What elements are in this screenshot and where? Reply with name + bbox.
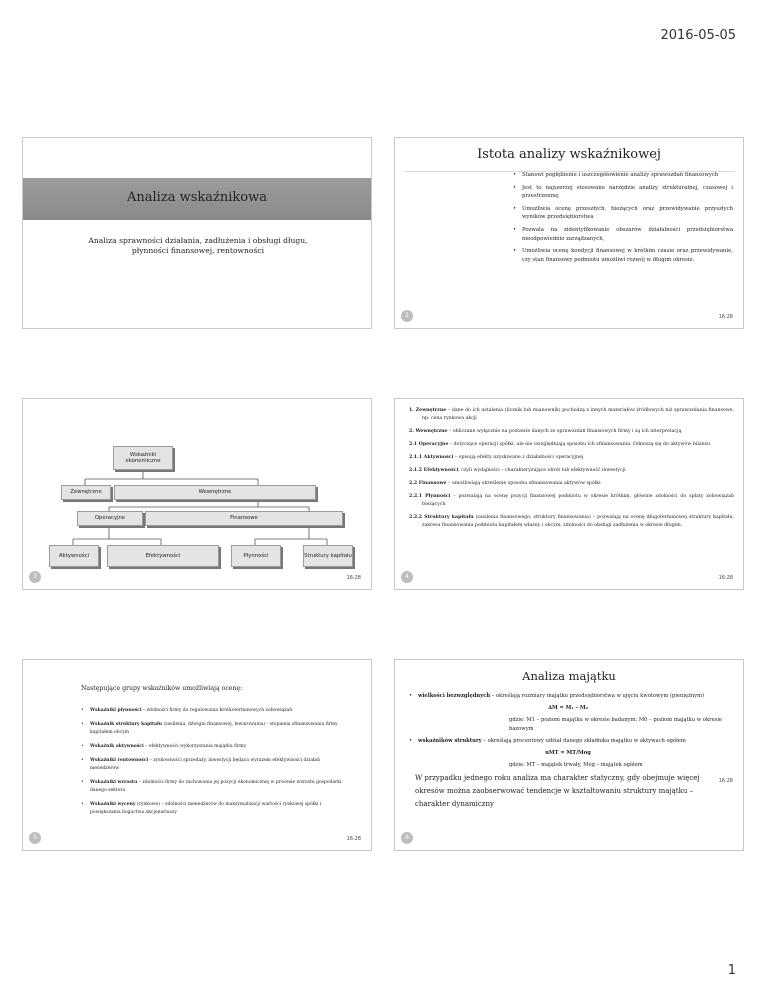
node-operacyjne: Operacyjne bbox=[77, 511, 143, 526]
node-efektywnosci: Efektywności bbox=[107, 545, 219, 567]
slide-body bbox=[409, 692, 727, 811]
bullet-item: • wielkości bezwzględnych – określają rozmiary majątku przedsiębiorstwa w ujęciu kwotowym (pieniężnym) bbox=[409, 692, 727, 701]
bullet-item: • wskaźników struktury – określają procentowy udział danego składnika majątku w aktywach ogółem bbox=[409, 737, 727, 746]
page-number: 1 bbox=[727, 963, 736, 978]
formula-legend: gdzie: MT – majątek trwały, Mog – majątek ogółem bbox=[509, 762, 643, 768]
formula-legend: gdzie: M1 – poziom majątku w okresie badanym; M0 – poziom majątku w okresie bazowym bbox=[509, 717, 723, 732]
slide-number: 3 bbox=[29, 571, 41, 583]
slide-time: 16:28 bbox=[346, 575, 361, 581]
bullet-item: • Stanowi pogłębienie i uszczegółowienie analizy sprawozdań finansowych bbox=[513, 171, 733, 180]
bullet-item: • Wskaźniki rentowności – zyskowności sprzedaży, inwestycji będąca wyrazem efektywności działań menedżerów bbox=[81, 757, 347, 773]
definition-item: 2. Wewnętrzne – obliczane wyłącznie na postawie danych ze sprawozdań finansowych firmy i są ich interpretacją bbox=[409, 429, 682, 434]
bullet-list bbox=[409, 692, 727, 701]
node-struktury: Struktury kapitału bbox=[303, 545, 353, 567]
definition-item: 1. Zewnętrzne – dane do ich ustalenia (licznik lub mianownik) pochodzą z innych materiałów źródłowych niż sprawozdania finansowe, np. cena rynkowa akcji bbox=[409, 408, 734, 421]
formula: uMT = MT/Mog bbox=[545, 750, 591, 756]
slide-time: 16:28 bbox=[346, 836, 361, 842]
slide-time: 16:28 bbox=[718, 314, 733, 320]
node-root: Wskaźniki ekonomiczne bbox=[113, 446, 173, 470]
slide-6 bbox=[394, 659, 744, 851]
slide-number: 2 bbox=[401, 310, 413, 322]
bullet-item: • Wskaźnik struktury kapitału (zasilenia, dźwigni finansowej, lewarowania) - stopienia sfinansowania firmy kapitałem obcym bbox=[81, 721, 347, 737]
slide-intro: Następujące grupy wskaźników umożliwiają ocenę: bbox=[81, 685, 243, 692]
bullet-list bbox=[409, 737, 727, 746]
node-zewnetrzne: Zewnętrzne bbox=[61, 485, 111, 500]
bullet-item: • Wskaźniki wyceny (rynkowe) – zdolności menedżerów do maksymalizacji wartości rynkowej spółki i powiększania bogactwa akcjonariuszy bbox=[81, 801, 347, 817]
node-wewnetrzne: Wewnętrzne bbox=[114, 485, 316, 500]
bullet-item: • Pozwala na zidentyfikowanie obszarów działalności przedsiębiorstwa nieodpowiednio zarządzanych, bbox=[513, 226, 733, 243]
slide-title: Analiza majątku bbox=[522, 669, 616, 683]
bullet-item: • Umożliwia ocenę przeszłych, bieżących oraz przewidywanie przyszłych wyników przedsiębiorstwa bbox=[513, 205, 733, 222]
slide-1 bbox=[22, 137, 372, 329]
node-aktywnosci: Aktywności bbox=[49, 545, 99, 567]
header-date: 2016-05-05 bbox=[660, 28, 736, 43]
slide-5 bbox=[22, 659, 372, 851]
slide-title: Istota analizy wskaźnikowej bbox=[477, 147, 661, 162]
slide-title: Analiza wskaźnikowa bbox=[127, 190, 267, 205]
bullet-item: • Wskaźnik aktywności – efektywności wykorzystania majątku firmy bbox=[81, 743, 347, 751]
formula: ∆M = M₁ – M₀ bbox=[548, 705, 588, 711]
node-finansowe: Finansowe bbox=[145, 511, 343, 526]
definition-item: 2.1 Operacyjne – dotyczące operacji spółki, ale nie uwzględniają sposobu ich sfinansowania. Odnoszą się do aktywów bilansu bbox=[409, 442, 711, 447]
slide-3 bbox=[22, 398, 372, 590]
conclusion-text: W przypadku jednego roku analiza ma charakter statyczny, gdy obejmuje więcej okresów można zaobserwować tendencje w kształtowaniu struktury majątku – charakter dynamiczny bbox=[415, 774, 700, 808]
slide-number: 6 bbox=[401, 832, 413, 844]
slide-time: 16:28 bbox=[718, 575, 733, 581]
definition-item: 2.1.1 Aktywności – opisują efekty uzyskiwane z działalności operacyjnej bbox=[409, 455, 584, 460]
bullet-item: • Umożliwia ocenę kondycji finansowej w krótkim czasie oraz przewidywanie, czy stan finansowy podmiotu umożliwi rozwój w długim okresie. bbox=[513, 247, 733, 264]
bullet-item: • Wskaźniki wzrostu – zdolności firmy do zachowania jej pozycji ekonomicznej w procesie wzrostu gospodarki danego sektora bbox=[81, 779, 347, 795]
definition-item: 2.1.2 Efektywności, czyli wydajności – charakteryzujące obrót lub efektywność inwestycji bbox=[409, 468, 626, 473]
bullet-item: • Wskaźniki płynności – zdolności firmy do regulowania krótkoterminowych zobowiązań bbox=[81, 707, 347, 715]
bullet-list bbox=[513, 171, 733, 268]
bullet-list bbox=[81, 707, 347, 823]
definition-item: 2.2.1 Płynności – pozwalają na ocenę pozycji finansowej podmiotu w okresie krótkim, głównie zdolności do spłaty zobowiązań bieżących bbox=[409, 494, 734, 507]
slide-number: 5 bbox=[29, 832, 41, 844]
definition-item: 2.2 Finansowe – umożliwiają określenie sposobu sfinansowania aktywów spółki bbox=[409, 481, 601, 486]
bullet-item: • Jest to najszerzej stosowane narzędzie analizy strukturalnej, czasowej i przestrzennej bbox=[513, 184, 733, 201]
slide-4 bbox=[394, 398, 744, 590]
slide-subtitle: Analiza sprawności działania, zadłużenia i obsługi długu, płynności finansowej, rentowności bbox=[88, 236, 308, 255]
node-plynnosci: Płynności bbox=[231, 545, 281, 567]
definition-item: 2.2.2 Struktury kapitału (zasilenia finansowego, struktury finansowania) – pozwalają na ocenę długoterminowej struktury kapitału, zakresu finansowania podmiotu kapitałem własny i obcym, zdolności do obsługi zadłużenia w okresie długim. bbox=[409, 515, 734, 528]
slide-number: 4 bbox=[401, 571, 413, 583]
slide-2 bbox=[394, 137, 744, 329]
definition-list bbox=[409, 407, 734, 535]
slide-time: 16:28 bbox=[718, 778, 733, 784]
